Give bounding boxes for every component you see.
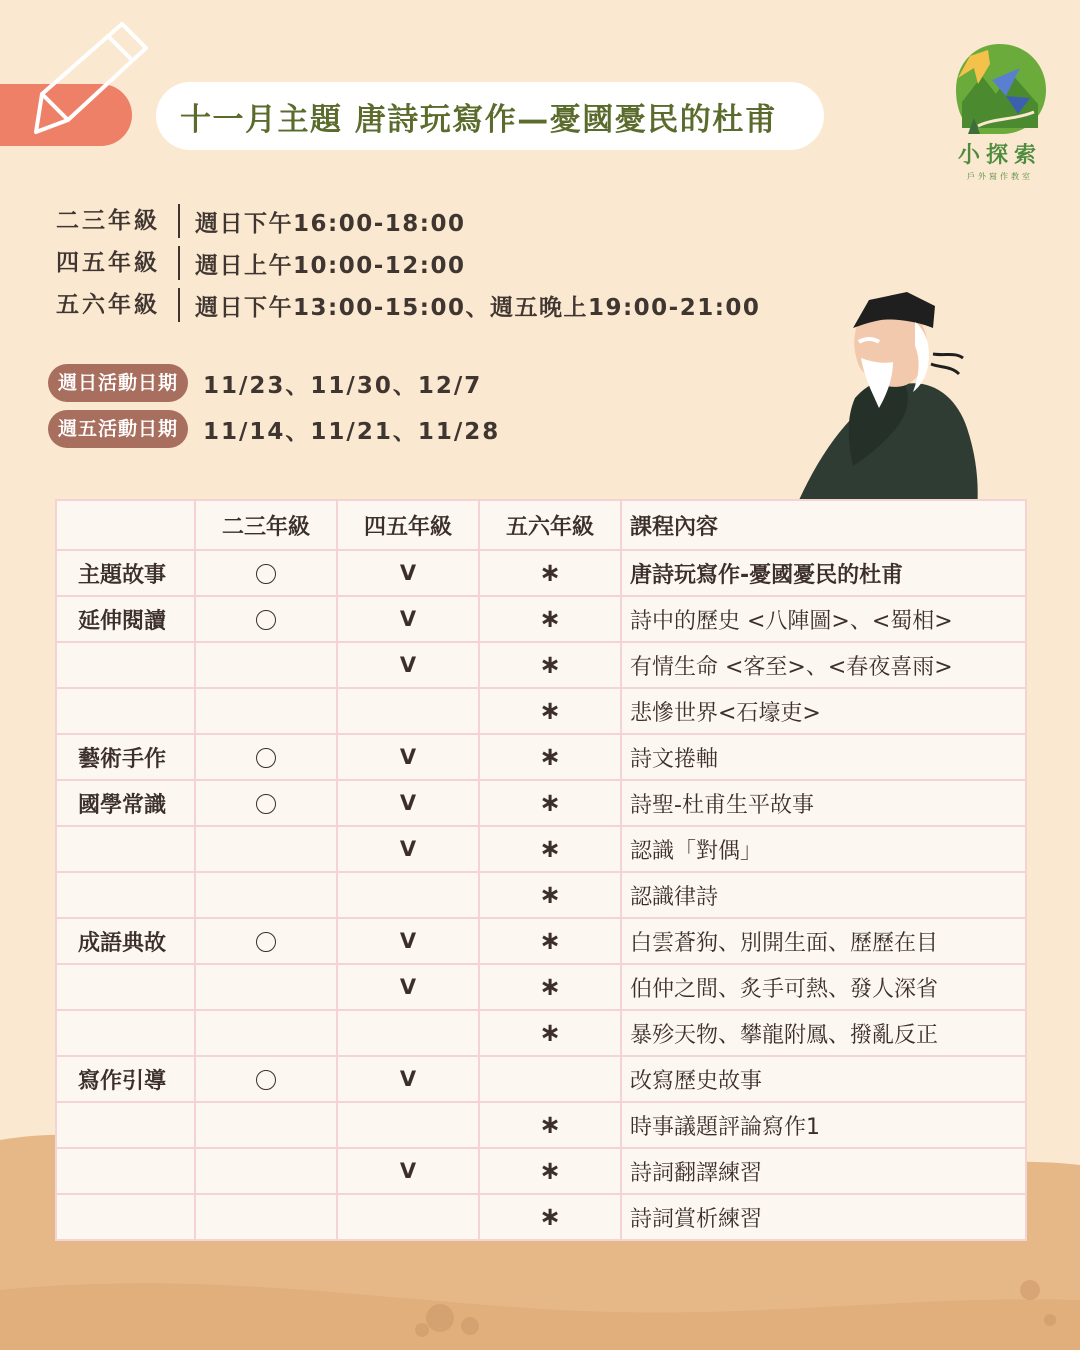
asterisk-mark: ∗	[539, 558, 561, 588]
asterisk-mark: ∗	[539, 834, 561, 864]
table-row	[56, 780, 1026, 826]
date-row	[48, 406, 500, 452]
grade-23-cell	[195, 1010, 337, 1056]
grade-56-cell	[479, 1056, 621, 1102]
page-title: 十一月主題 唐詩玩寫作—憂國憂民的杜甫	[180, 101, 778, 138]
asterisk-mark: ∗	[539, 1156, 561, 1186]
category-cell	[56, 1148, 195, 1194]
v-mark: V	[399, 836, 417, 861]
v-mark: V	[399, 1066, 417, 1091]
grade-45-cell	[337, 1148, 479, 1194]
content-cell: 詩文捲軸	[621, 734, 1026, 780]
schedule-time: 週日下午13:00-15:00、週五晚上19:00-21:00	[195, 294, 761, 321]
content-cell: 詩中的歷史 <八陣圖>、<蜀相>	[621, 596, 1026, 642]
logo-mountain-icon	[948, 38, 1052, 138]
table-header-cell	[56, 500, 195, 550]
grade-56-cell	[479, 826, 621, 872]
v-mark: V	[399, 652, 417, 677]
table-row	[56, 964, 1026, 1010]
course-table	[55, 499, 1027, 1241]
category-cell: 主題故事	[56, 550, 195, 596]
table-row	[56, 596, 1026, 642]
logo-name: 小探索	[957, 143, 1042, 168]
date-row	[48, 360, 500, 406]
circle-mark-icon	[256, 794, 276, 814]
schedule-row	[56, 242, 760, 284]
table-row	[56, 1102, 1026, 1148]
grade-23-cell	[195, 918, 337, 964]
table-row	[56, 688, 1026, 734]
table-body	[56, 550, 1026, 1240]
title-banner	[156, 82, 824, 150]
content-cell: 詩詞翻譯練習	[621, 1148, 1026, 1194]
pencil-icon	[26, 18, 156, 140]
schedule-grade: 五六年級	[56, 288, 180, 322]
table-row	[56, 734, 1026, 780]
grade-45-cell	[337, 1010, 479, 1056]
table-row	[56, 918, 1026, 964]
logo-subtitle: 戶外寫作教室	[967, 172, 1033, 181]
table-header-cell: 二三年級	[195, 500, 337, 550]
grade-23-cell	[195, 826, 337, 872]
circle-mark-icon	[256, 610, 276, 630]
content-cell: 伯仲之間、炙手可熱、發人深省	[621, 964, 1026, 1010]
grade-45-cell	[337, 780, 479, 826]
grade-45-cell	[337, 688, 479, 734]
schedule-row	[56, 284, 760, 326]
grade-56-cell	[479, 596, 621, 642]
table-row	[56, 1148, 1026, 1194]
grade-45-cell	[337, 550, 479, 596]
content-cell: 暴殄天物、攀龍附鳳、撥亂反正	[621, 1010, 1026, 1056]
table-row	[56, 1010, 1026, 1056]
category-cell: 藝術手作	[56, 734, 195, 780]
content-cell: 認識律詩	[621, 872, 1026, 918]
grade-56-cell	[479, 1148, 621, 1194]
asterisk-mark: ∗	[539, 1110, 561, 1140]
v-mark: V	[399, 974, 417, 999]
category-cell	[56, 826, 195, 872]
v-mark: V	[399, 744, 417, 769]
grade-45-cell	[337, 734, 479, 780]
grade-56-cell	[479, 964, 621, 1010]
grade-23-cell	[195, 688, 337, 734]
grade-56-cell	[479, 734, 621, 780]
grade-45-cell	[337, 1102, 479, 1148]
asterisk-mark: ∗	[539, 1018, 561, 1048]
schedule-time: 週日下午16:00-18:00	[195, 210, 466, 237]
category-cell	[56, 1102, 195, 1148]
content-cell: 唐詩玩寫作-憂國憂民的杜甫	[621, 550, 1026, 596]
grade-56-cell	[479, 550, 621, 596]
schedule-row	[56, 200, 760, 242]
asterisk-mark: ∗	[539, 926, 561, 956]
grade-56-cell	[479, 1102, 621, 1148]
date-badge: 週日活動日期	[48, 364, 188, 402]
grade-45-cell	[337, 1194, 479, 1240]
asterisk-mark: ∗	[539, 604, 561, 634]
table-header-cell: 課程內容	[621, 500, 1026, 550]
schedule-time: 週日上午10:00-12:00	[195, 252, 466, 279]
category-cell: 寫作引導	[56, 1056, 195, 1102]
schedule-grade: 四五年級	[56, 246, 180, 280]
schedule-grade: 二三年級	[56, 204, 180, 238]
grade-45-cell	[337, 596, 479, 642]
date-badge: 週五活動日期	[48, 410, 188, 448]
category-cell: 成語典故	[56, 918, 195, 964]
table-header-cell: 四五年級	[337, 500, 479, 550]
grade-45-cell	[337, 964, 479, 1010]
asterisk-mark: ∗	[539, 880, 561, 910]
grade-45-cell	[337, 1056, 479, 1102]
grade-23-cell	[195, 734, 337, 780]
v-mark: V	[399, 928, 417, 953]
content-cell: 改寫歷史故事	[621, 1056, 1026, 1102]
table-header-row	[56, 500, 1026, 550]
v-mark: V	[399, 560, 417, 585]
v-mark: V	[399, 1158, 417, 1183]
table-header-cell: 五六年級	[479, 500, 621, 550]
class-schedule	[56, 200, 760, 326]
content-cell: 悲慘世界<石壕吏>	[621, 688, 1026, 734]
brand-logo	[948, 38, 1052, 188]
grade-45-cell	[337, 918, 479, 964]
category-cell	[56, 872, 195, 918]
category-cell: 國學常識	[56, 780, 195, 826]
asterisk-mark: ∗	[539, 742, 561, 772]
grade-45-cell	[337, 826, 479, 872]
grade-23-cell	[195, 596, 337, 642]
grade-56-cell	[479, 688, 621, 734]
activity-dates	[48, 360, 500, 452]
grade-23-cell	[195, 642, 337, 688]
table-row	[56, 550, 1026, 596]
v-mark: V	[399, 790, 417, 815]
grade-23-cell	[195, 1148, 337, 1194]
circle-mark-icon	[256, 932, 276, 952]
category-cell: 延伸閱讀	[56, 596, 195, 642]
grade-23-cell	[195, 550, 337, 596]
grade-56-cell	[479, 642, 621, 688]
grade-23-cell	[195, 872, 337, 918]
grade-56-cell	[479, 872, 621, 918]
table-row	[56, 1194, 1026, 1240]
category-cell	[56, 688, 195, 734]
content-cell: 詩詞賞析練習	[621, 1194, 1026, 1240]
content-cell: 認識「對偶」	[621, 826, 1026, 872]
content-cell: 有情生命 <客至>、<春夜喜雨>	[621, 642, 1026, 688]
asterisk-mark: ∗	[539, 972, 561, 1002]
grade-23-cell	[195, 780, 337, 826]
content-cell: 詩聖-杜甫生平故事	[621, 780, 1026, 826]
asterisk-mark: ∗	[539, 696, 561, 726]
grade-45-cell	[337, 872, 479, 918]
grade-56-cell	[479, 1194, 621, 1240]
grade-45-cell	[337, 642, 479, 688]
table-row	[56, 1056, 1026, 1102]
grade-56-cell	[479, 918, 621, 964]
date-list: 11/23、11/30、12/7	[203, 372, 483, 399]
category-cell	[56, 642, 195, 688]
table-row	[56, 872, 1026, 918]
content-cell: 白雲蒼狗、別開生面、歷歷在目	[621, 918, 1026, 964]
v-mark: V	[399, 606, 417, 631]
asterisk-mark: ∗	[539, 650, 561, 680]
category-cell	[56, 1194, 195, 1240]
circle-mark-icon	[256, 564, 276, 584]
date-list: 11/14、11/21、11/28	[203, 418, 501, 445]
category-cell	[56, 1010, 195, 1056]
circle-mark-icon	[256, 748, 276, 768]
table-row	[56, 642, 1026, 688]
content-cell: 時事議題評論寫作1	[621, 1102, 1026, 1148]
asterisk-mark: ∗	[539, 788, 561, 818]
circle-mark-icon	[256, 1070, 276, 1090]
grade-56-cell	[479, 780, 621, 826]
asterisk-mark: ∗	[539, 1202, 561, 1232]
table-row	[56, 826, 1026, 872]
grade-23-cell	[195, 1102, 337, 1148]
grade-56-cell	[479, 1010, 621, 1056]
grade-23-cell	[195, 1056, 337, 1102]
grade-23-cell	[195, 1194, 337, 1240]
category-cell	[56, 964, 195, 1010]
grade-23-cell	[195, 964, 337, 1010]
